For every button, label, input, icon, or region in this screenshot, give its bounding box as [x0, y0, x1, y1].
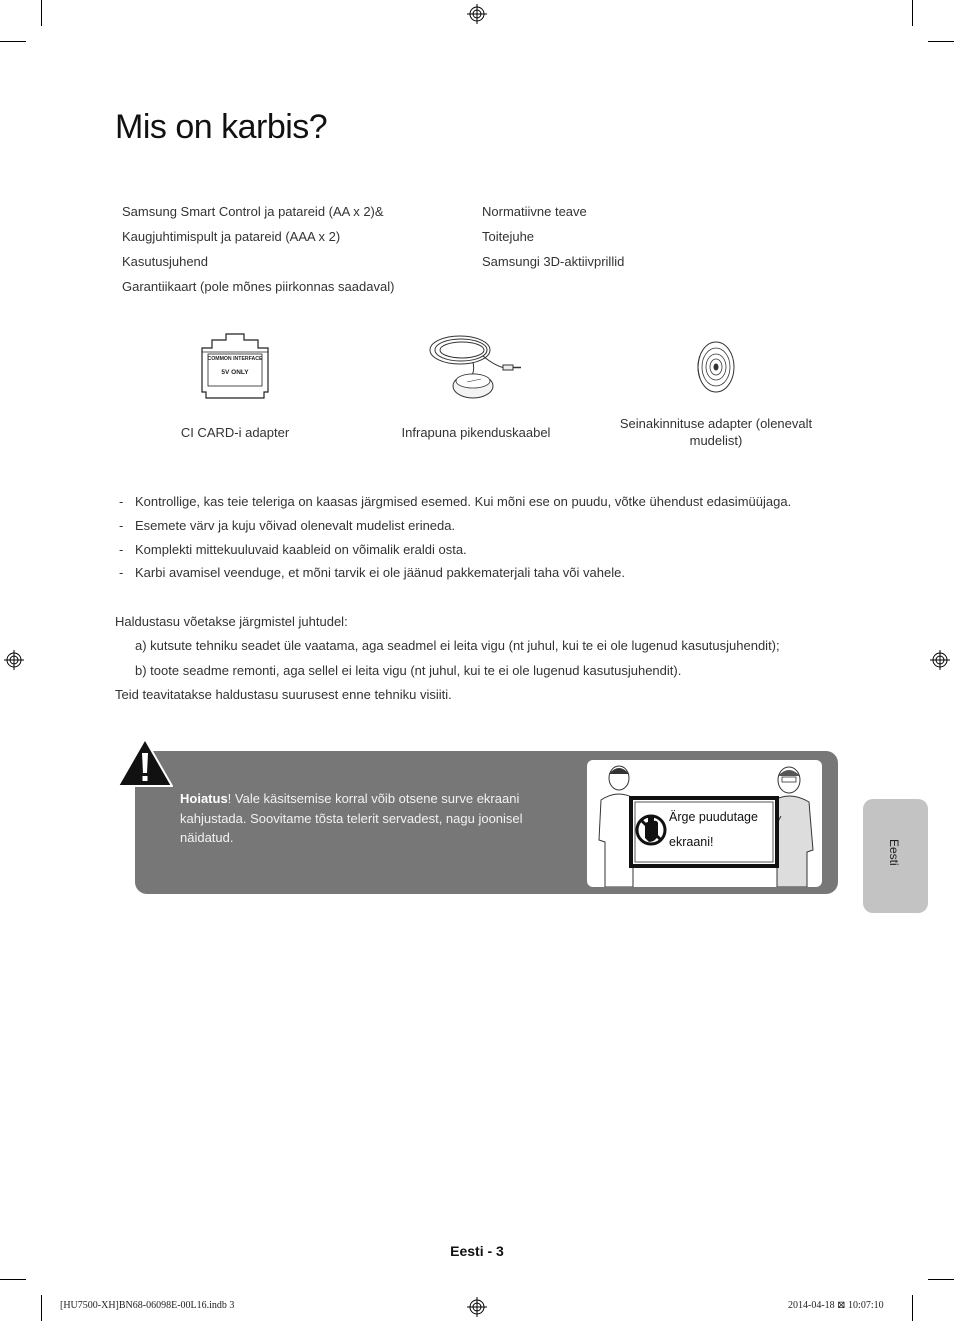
people-holding-tv-image [587, 760, 822, 887]
bullet-dash: - [119, 565, 124, 580]
registration-mark-icon [930, 650, 950, 670]
warning-body: ! Vale käsitsemise korral võib otsene surve ekraani kahjustada. Soovitame tõsta telerit servadest, nagu joonisel näidatud. [180, 791, 523, 845]
ci-card-text-2: 5V ONLY [221, 369, 249, 376]
language-tab [863, 799, 928, 913]
note-item: Esemete värv ja kuju võivad olenevalt mudelist erineda. [135, 518, 456, 533]
contents-item: Samsungi 3D-aktiivprillid [482, 254, 625, 269]
contents-item: Normatiivne teave [482, 204, 587, 219]
note-item: Komplekti mittekuuluvaid kaableid on võimalik eraldi osta. [135, 542, 467, 557]
fee-intro: Haldustasu võetakse järgmistel juhtudel: [115, 614, 348, 629]
contents-item: Garantiikaart (pole mõnes piirkonnas saadaval) [122, 279, 395, 294]
fee-outro: Teid teavitatakse haldustasu suurusest enne tehniku visiiti. [115, 687, 452, 702]
contents-item: Kasutusjuhend [122, 254, 209, 269]
bullet-dash: - [119, 518, 124, 533]
ir-extender-cable-image [425, 328, 525, 402]
registration-mark-icon [467, 1297, 487, 1317]
contents-item: Samsung Smart Control ja patareid (AA x 2)& [122, 204, 384, 219]
caption-ci-card: CI CARD-i adapter [180, 425, 290, 440]
page-title: Mis on karbis? [115, 108, 328, 146]
bullet-dash: - [119, 494, 124, 509]
warning-label: Hoiatus [180, 791, 228, 806]
crop-mark [928, 41, 954, 42]
tv-screen-text-2: ekraani! [669, 835, 714, 849]
caption-wall-mount-line1: Seinakinnituse adapter (olenevalt [619, 416, 813, 431]
note-item: Kontrollige, kas teie teleriga on kaasas järgmised esemed. Kui mõni ese on puudu, võtke ühendust edasimüüjaga. [135, 494, 792, 509]
page-number: Eesti - 3 [450, 1243, 504, 1259]
fee-case-b: b) toote seadme remonti, aga sellel ei leita vigu (nt juhul, kui te ei ole lugenud kasutusjuhendit). [135, 663, 682, 678]
wall-mount-adapter-image [694, 338, 738, 396]
crop-mark [0, 1279, 26, 1280]
fee-case-a: a) kutsute tehniku seadet üle vaatama, aga seadmel ei leita vigu (nt juhul, kui te ei ole lugenud kasutusjuhendit); [135, 638, 780, 653]
bullet-dash: - [119, 542, 124, 557]
crop-mark [912, 1295, 913, 1321]
note-item: Karbi avamisel veenduge, et mõni tarvik ei ole jäänud pakkematerjali taha või vahele. [135, 565, 625, 580]
language-tab-label: Eesti [887, 839, 901, 866]
tv-handling-illustration [587, 760, 822, 887]
footer-file-info: [HU7500-XH]BN68-06098E-00L16.indb 3 [60, 1300, 235, 1311]
ci-card-text-1: COMMON INTERFACE [207, 356, 263, 362]
tv-screen-text-1: Ärge puudutage [669, 810, 758, 824]
registration-mark-icon [4, 650, 24, 670]
warning-triangle-icon [116, 737, 174, 789]
crop-mark [912, 0, 913, 26]
caption-wall-mount-line2: mudelist) [689, 433, 743, 448]
registration-mark-icon [467, 4, 487, 24]
caption-ir-cable: Infrapuna pikenduskaabel [401, 425, 551, 440]
ci-card-adapter-image [198, 330, 272, 402]
footer-date-info: 2014-04-18 ⊠ 10:07:10 [788, 1300, 884, 1311]
contents-item: Kaugjuhtimispult ja patareid (AAA x 2) [122, 229, 341, 244]
crop-mark [0, 41, 26, 42]
crop-mark [41, 0, 42, 26]
crop-mark [41, 1295, 42, 1321]
contents-item: Toitejuhe [482, 229, 535, 244]
warning-text [180, 789, 540, 848]
crop-mark [928, 1279, 954, 1280]
